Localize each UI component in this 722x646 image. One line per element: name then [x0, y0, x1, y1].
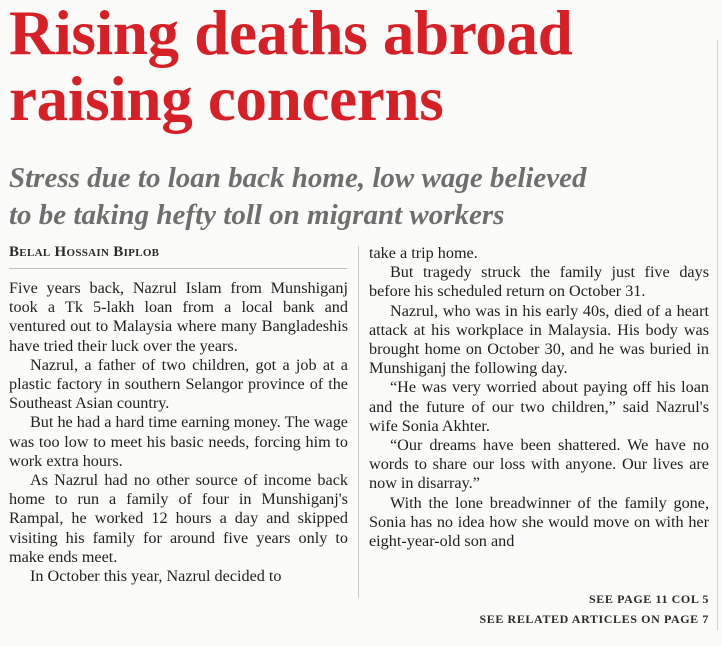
- subheadline: [9, 160, 715, 234]
- paragraph: Five years back, Nazrul Islam from Munshiganj took a Tk 5-lakh loan from a local bank and ventured out to Malaysia where many Bangladeshis have tried their luck over the years.: [9, 279, 348, 355]
- paragraph: With the lone breadwinner of the family gone, Sonia has no idea how she would move on with her eight-year-old son and: [369, 493, 709, 551]
- byline-rule: [9, 268, 347, 269]
- paragraph: “He was very worried about paying off his loan and the future of our two children,” said Nazrul's wife Sonia Akhter.: [369, 378, 709, 435]
- subheadline-line-2: to be taking hefty toll on migrant workers: [9, 199, 505, 231]
- byline: Belal Hossain Biplob: [9, 244, 160, 260]
- paragraph: But tragedy struck the family just five days before his scheduled return on October 31.: [369, 263, 709, 301]
- page-edge-line: [717, 40, 718, 630]
- headline-line-2: raising concerns: [9, 64, 444, 134]
- headline: [9, 0, 715, 132]
- paragraph: Nazrul, who was in his early 40s, died of a heart attack at his workplace in Malaysia. His body was brought home on October 30, and he was buried in Munshiganj the following day.: [369, 301, 709, 378]
- related-articles-jump-line: SEE RELATED ARTICLES ON PAGE 7: [479, 612, 709, 626]
- paragraph: In October this year, Nazrul decided to: [30, 567, 282, 586]
- headline-line-1: Rising deaths abroad: [9, 0, 573, 68]
- continued-jump-line: SEE PAGE 11 COL 5: [588, 592, 709, 606]
- paragraph: But he had a hard time earning money. The wage was too low to meet his basic needs, forcing him to work extra hours.: [9, 413, 348, 470]
- paragraph: Nazrul, a father of two children, got a job at a plastic factory in southern Selangor province of the Southeast Asian country.: [9, 355, 348, 413]
- paragraph: “Our dreams have been shattered. We have no words to share our loss with anyone. Our lives are now in disarray.”: [369, 436, 709, 493]
- article-column-left: [9, 279, 348, 586]
- paragraph: As Nazrul had no other source of income back home to run a family of four in Munshiganj's Rampal, he worked 12 hours a day and skipped visiting his family for around five years only to make ends meet.: [9, 471, 348, 566]
- column-divider: [358, 246, 359, 598]
- article-column-right: [369, 244, 709, 551]
- subheadline-line-1: Stress due to loan back home, low wage believed: [9, 162, 587, 194]
- paragraph: take a trip home.: [369, 244, 478, 262]
